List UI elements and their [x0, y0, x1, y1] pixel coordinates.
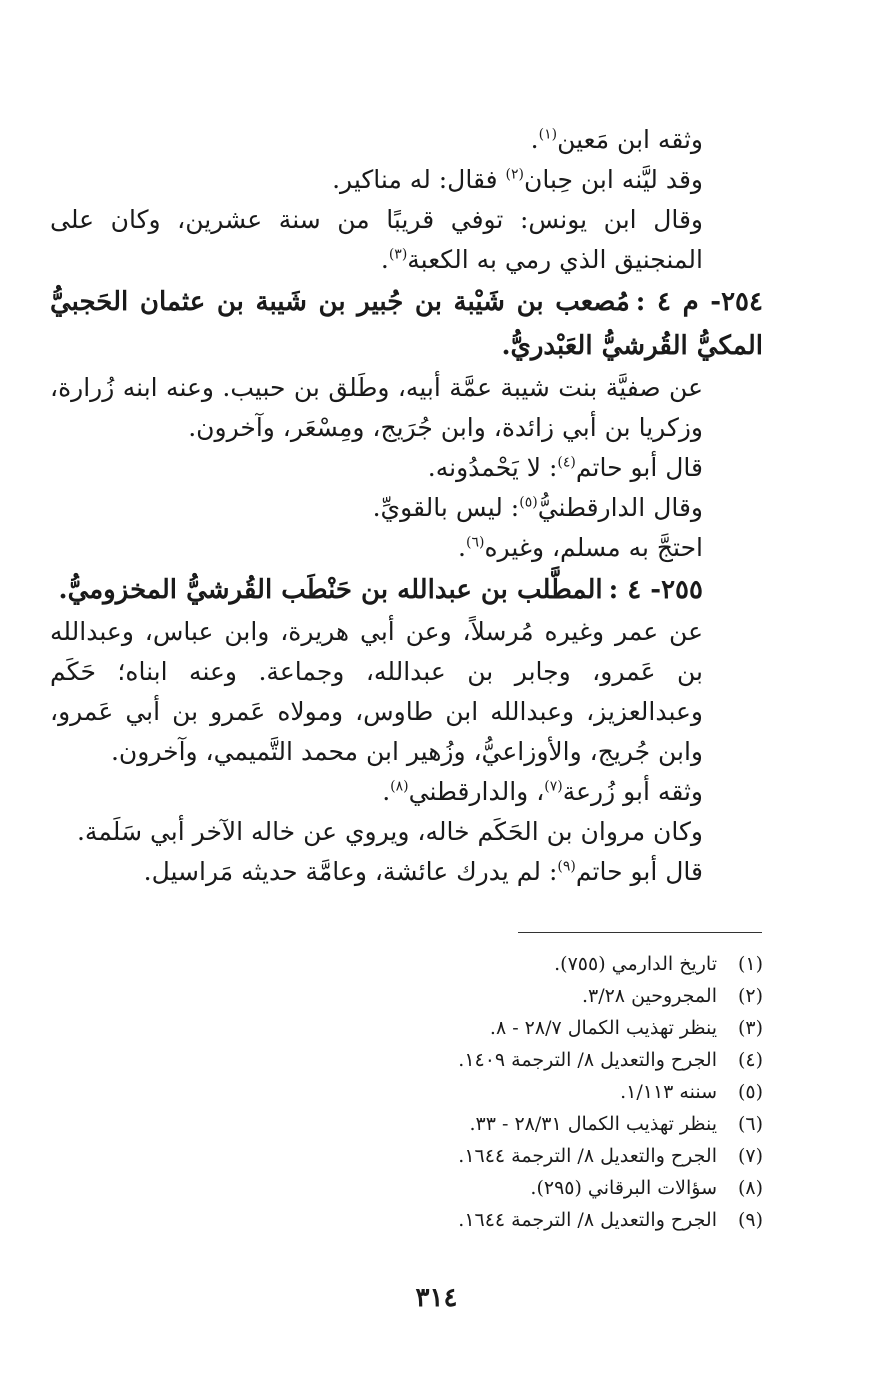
text-line [50, 448, 763, 488]
footnote [243, 1172, 763, 1204]
line-text: وقد ليَّنه ابن حِبان [523, 165, 703, 194]
footnote-text: سننه ١/١١٣. [620, 1081, 717, 1103]
footnote-number: (٢) [737, 985, 763, 1007]
footnote-ref: (٣) [388, 246, 408, 263]
footnote-number: (٨) [737, 1177, 763, 1199]
footnote-text: تاريخ الدارمي (٧٥٥). [554, 953, 717, 975]
footnote [243, 1204, 763, 1236]
text-line [50, 772, 763, 812]
footnote-text: سؤالات البرقاني (٢٩٥). [530, 1177, 717, 1199]
text-paragraph: عن صفيَّة بنت شيبة عمَّة أبيه، وطَلق بن حبيب. وعنه ابنه زُرارة، وزكريا بن أبي زائدة، وابن جُرَيج، ومِسْعَر، وآخرون. [50, 373, 703, 442]
footnote [243, 948, 763, 980]
footnote-ref: (٧) [544, 778, 563, 795]
entry-heading [50, 280, 763, 368]
line-text: وقال ابن يونس: توفي قريبًا من سنة عشرين، وكان على المنجنيق الذي رمي به الكعبة [50, 205, 703, 274]
footnote-number: (٦) [737, 1113, 763, 1135]
line-text: : لا يَحْمدُونه. [427, 453, 558, 482]
footnote-number: (٣) [737, 1017, 763, 1039]
page-number: ٣١٤ [415, 1283, 458, 1313]
footnote-ref: (٤) [557, 454, 576, 471]
footnote-text: الجرح والتعديل ٨/ الترجمة ١٦٤٤. [458, 1145, 717, 1167]
footnote-text: ينظر تهذيب الكمال ٢٨/٣١ - ٣٣. [469, 1113, 717, 1135]
line-text: . [380, 245, 389, 274]
footnote-ref: (٢) [505, 166, 524, 183]
footnote [243, 1076, 763, 1108]
footnote [243, 1012, 763, 1044]
footnote-ref: (٥) [519, 494, 538, 511]
entry-title: المطَّلب بن عبدالله بن حَنْطَب القُرشيُّ المخزوميُّ. [58, 575, 603, 605]
footnote-ref: (٨) [390, 778, 409, 795]
line-text: وثقه ابن مَعين [557, 125, 703, 154]
line-text: . [382, 777, 391, 806]
line-text: . [530, 125, 539, 154]
entry-heading [50, 568, 763, 612]
footnote-text: الجرح والتعديل ٨/ الترجمة ١٤٠٩. [458, 1049, 717, 1071]
line-text: : لم يدرك عائشة، وعامَّة حديثه مَراسيل. [143, 857, 558, 886]
footnote-number: (٥) [737, 1081, 763, 1103]
line-text: وثقه أبو زُرعة [562, 777, 703, 806]
entry-number: ٢٥٤- م ٤ : [635, 287, 763, 317]
footnote [243, 1108, 763, 1140]
line-text: . [458, 533, 466, 562]
text-line [50, 120, 763, 160]
footnote [243, 1044, 763, 1076]
footnote [243, 980, 763, 1012]
text-line [50, 160, 763, 200]
entry-title: مُصعب بن شَيْبة بن جُبير بن شَيبة بن عثمان الحَجبيُّ المكيُّ القُرشيُّ العَبْدريُّ. [50, 287, 763, 361]
footnote-text: ينظر تهذيب الكمال ٢٨/٧ - ٨. [489, 1017, 717, 1039]
footnote-ref: (١) [538, 126, 558, 143]
footnote-text: الجرح والتعديل ٨/ الترجمة ١٦٤٤. [458, 1209, 717, 1231]
entry-number: ٢٥٥- ٤ : [608, 575, 703, 605]
line-text: وقال الدارقطنيُّ [537, 493, 703, 522]
line-text: قال أبو حاتم [575, 857, 703, 886]
footnote-number: (١) [737, 953, 763, 975]
line-text: قال أبو حاتم [575, 453, 703, 482]
footnote-divider [518, 932, 762, 933]
footnote [243, 1140, 763, 1172]
text-line [50, 488, 763, 528]
footnote-ref: (٦) [465, 534, 485, 551]
footnotes [243, 948, 763, 1236]
text-paragraph: عن عمر وغيره مُرسلاً، وعن أبي هريرة، وابن عباس، وعبدالله بن عَمرو، وجابر بن عبدالله، وجماعة. وعنه ابناه؛ حَكَم وعبدالعزيز، وعبدالله ابن طاوس، ومولاه عَمرو بن أبي عَمرو، وابن جُريج، والأوزاعيُّ، وزُهير ابن محمد التَّميمي، وآخرون. [50, 617, 703, 766]
line-text: فقال: له مناكير. [332, 165, 506, 194]
text-paragraph [50, 200, 763, 280]
text-line [50, 852, 763, 892]
footnote-ref: (٩) [557, 858, 576, 875]
line-text: احتجَّ به مسلم، وغيره [484, 533, 703, 562]
line-text: : ليس بالقويِّ. [372, 493, 520, 522]
footnote-number: (٤) [737, 1049, 763, 1071]
footnote-number: (٧) [737, 1145, 763, 1167]
text-line: وكان مروان بن الحَكَم خاله، ويروي عن خاله الآخر أبي سَلَمة. [76, 817, 703, 846]
footnote-text: المجروحين ٣/٢٨. [581, 985, 717, 1007]
line-text: ، والدارقطني [408, 777, 545, 806]
footnote-number: (٩) [737, 1209, 763, 1231]
text-line [50, 528, 763, 568]
main-text [50, 120, 763, 892]
